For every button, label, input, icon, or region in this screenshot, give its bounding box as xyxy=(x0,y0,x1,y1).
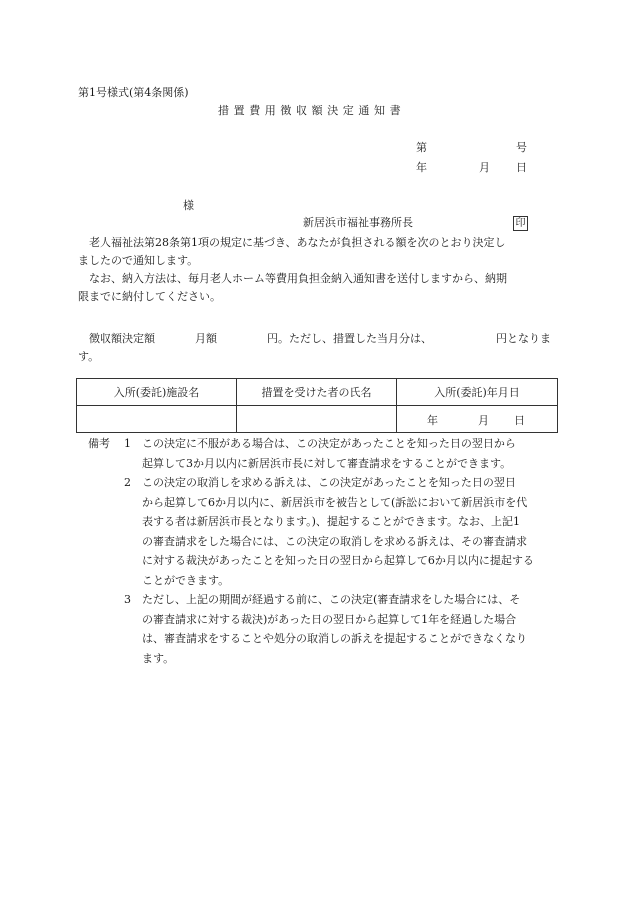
amount-end: 円となりま xyxy=(496,332,551,345)
paragraph-1 xyxy=(78,234,554,270)
amount-label: 徴収額決定額 xyxy=(89,332,155,345)
paragraph-1-line-1: 老人福祉法第28条第1項の規定に基づき、あなたが負担される額を次のとおり決定し xyxy=(89,236,506,249)
cell-person-name[interactable] xyxy=(237,406,397,433)
document-title: 措置費用徴収額決定通知書 xyxy=(218,104,406,117)
remark-line: の審査請求をした場合には、この決定の取消しを求める訴えは、その審査請求 xyxy=(142,534,527,548)
form-number: 第1号様式(第4条関係) xyxy=(78,86,189,99)
paragraph-2 xyxy=(78,270,554,306)
paragraph-2-line-2: 限までに納付してください。 xyxy=(78,290,221,303)
date-month: 月 xyxy=(479,161,490,174)
remark-number: 3 xyxy=(124,593,131,606)
recipient-suffix: 様 xyxy=(183,199,194,212)
paragraph-2-line-1: なお、納入方法は、毎月老人ホーム等費用負担金納入通知書を送付しますから、納期 xyxy=(89,272,507,285)
cell-date-year: 年 xyxy=(427,414,438,427)
remark-line: この決定の取消しを求める訴えは、この決定があったことを知った日の翌日 xyxy=(142,476,516,489)
cell-facility-name[interactable] xyxy=(77,406,237,433)
header-facility-name: 入所(委託)施設名 xyxy=(77,379,237,406)
table-row xyxy=(77,406,558,433)
remark-line: の審査請求に対する裁決)があった日の翌日から起算して1年を経過した場合 xyxy=(142,612,517,626)
remark-number: 2 xyxy=(124,476,131,489)
doc-number-suffix: 号 xyxy=(516,141,527,154)
cell-admission-date[interactable] xyxy=(397,406,558,433)
paragraph-1-line-2: ましたので通知します。 xyxy=(78,254,199,267)
issuer-name: 新居浜市福祉事務所長 xyxy=(303,216,413,229)
table-header-row xyxy=(77,379,558,406)
seal-mark: 印 xyxy=(513,216,528,231)
remarks-label: 備考 xyxy=(88,437,110,450)
amount-yen-note: 円。ただし、措置した当月分は、 xyxy=(267,332,432,345)
date-day: 日 xyxy=(516,161,527,174)
cell-date-day: 日 xyxy=(514,414,525,427)
remark-line: 表する者は新居浜市長となります。)、提起することができます。なお、上記1 xyxy=(142,515,521,528)
remark-line: ます。 xyxy=(142,651,175,665)
remark-number: 1 xyxy=(124,437,131,450)
remark-line: に対する裁決があったことを知った日の翌日から起算して6か月以内に提起する xyxy=(142,554,534,567)
remark-line: ことができます。 xyxy=(142,573,230,587)
doc-number-prefix: 第 xyxy=(416,141,427,154)
remark-line: は、審査請求をすることや処分の取消しの訴えを提起することができなくなり xyxy=(142,632,527,645)
cell-date-month: 月 xyxy=(478,414,489,427)
header-person-name: 措置を受けた者の氏名 xyxy=(237,379,397,406)
remark-line: 起算して3か月以内に新居浜市長に対して審査請求をすることができます。 xyxy=(142,456,512,470)
admission-table xyxy=(76,378,557,433)
remark-line: から起算して6か月以内に、新居浜市を被告として(訴訟において新居浜市を代 xyxy=(142,495,528,509)
remark-line: ただし、上記の期間が経過する前に、この決定(審査請求をした場合には、そ xyxy=(142,593,521,606)
remark-line: この決定に不服がある場合は、この決定があったことを知った日の翌日から xyxy=(142,437,516,450)
date-year: 年 xyxy=(416,161,427,174)
amount-monthly: 月額 xyxy=(195,332,217,345)
header-admission-date: 入所(委託)年月日 xyxy=(397,379,558,406)
amount-line-2: す。 xyxy=(78,350,100,363)
